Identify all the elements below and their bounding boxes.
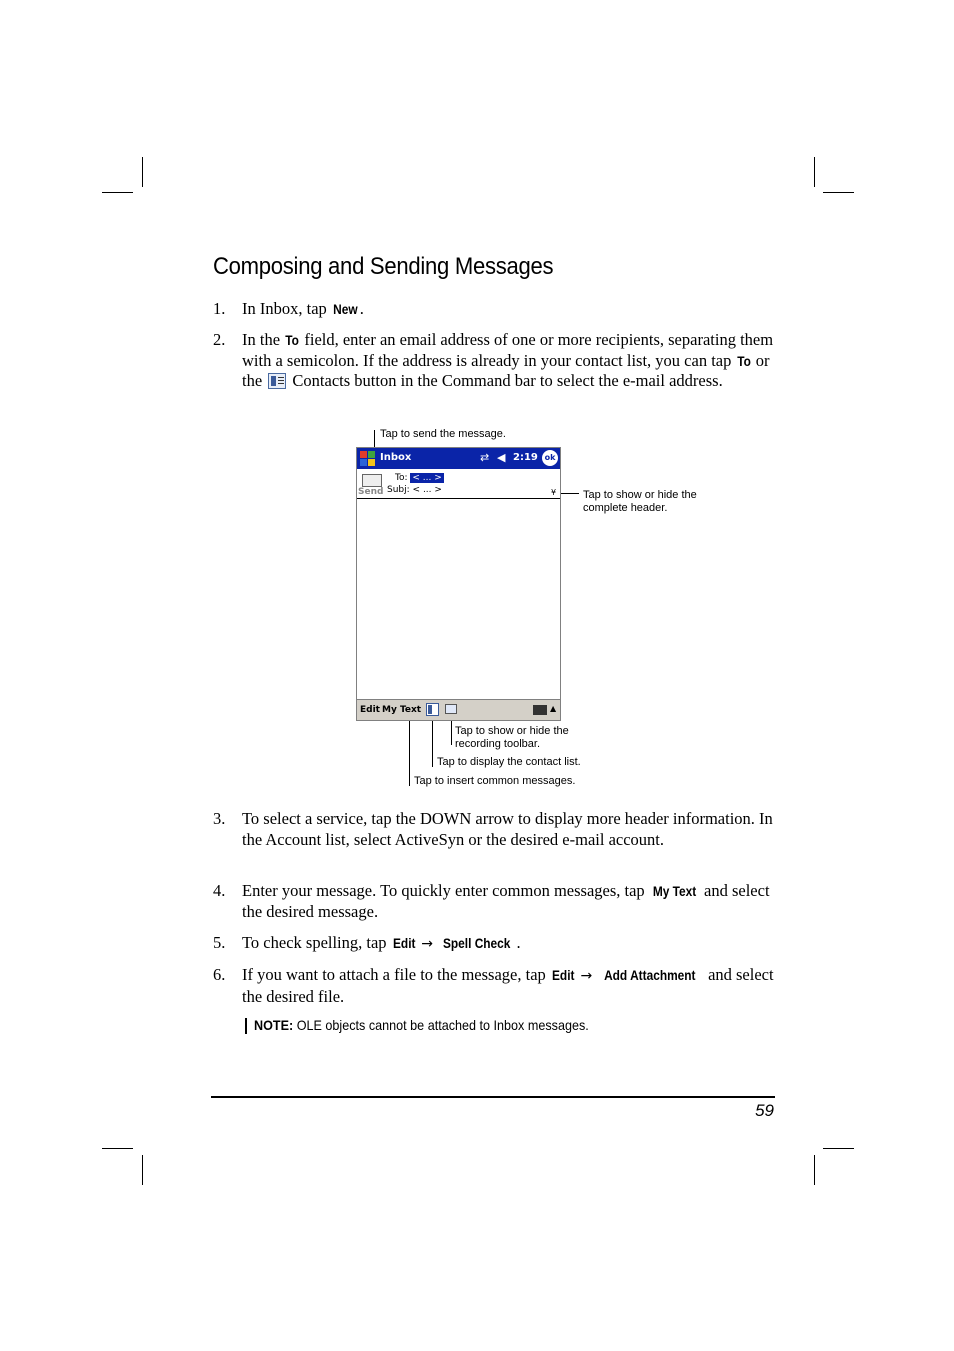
crop-mark	[102, 192, 133, 193]
subject-field[interactable]	[387, 485, 442, 495]
recording-icon[interactable]	[445, 704, 457, 714]
crop-mark	[823, 192, 854, 193]
ui-term-spell-check: Spell Check	[443, 935, 511, 951]
step-6	[213, 965, 783, 1007]
ui-term-new: New	[333, 301, 358, 317]
step-number: 1.	[213, 299, 226, 318]
send-label: Send	[358, 487, 384, 497]
step-text: and select the desired message.	[242, 881, 770, 921]
navigation-bar	[357, 448, 560, 469]
callout-mytext: Tap to insert common messages.	[414, 775, 576, 787]
note	[254, 1017, 589, 1033]
step-number: 4.	[213, 881, 226, 900]
note-bar	[245, 1018, 247, 1034]
ui-term-to: To	[736, 352, 751, 369]
send-button[interactable]	[358, 472, 386, 498]
to-value[interactable]: < ... >	[412, 473, 442, 483]
step-text: .	[516, 933, 521, 952]
clock[interactable]: 2:19	[513, 452, 538, 463]
footer-rule	[211, 1096, 775, 1098]
my-text-menu[interactable]: My Text	[382, 705, 422, 715]
subject-value[interactable]: < ... >	[412, 485, 442, 495]
ui-term-to: To	[285, 332, 300, 348]
step-number: 3.	[213, 809, 226, 828]
volume-icon[interactable]: ◀	[497, 451, 506, 464]
expand-header-icon[interactable]: ¥	[551, 488, 557, 497]
callout-text: Tap to show or hide the	[583, 489, 697, 501]
step-1	[213, 299, 783, 320]
pda-screen	[356, 447, 561, 721]
callout-contacts: Tap to display the contact list.	[437, 756, 581, 768]
crop-mark	[142, 1155, 143, 1185]
callout-line	[558, 493, 579, 494]
envelope-icon	[362, 474, 382, 487]
step-5	[213, 933, 783, 955]
step-2	[213, 330, 783, 392]
ok-button[interactable]: ok	[542, 450, 558, 466]
ui-term-edit: Edit	[551, 967, 575, 983]
subject-label: Subj:	[387, 485, 410, 495]
windows-start-icon[interactable]	[359, 450, 376, 467]
step-text: field, enter an email address of one or more recipients, separating them with a semicolon. If the address is already in your contact list, you can tap	[242, 330, 774, 370]
connectivity-icon[interactable]: ⇄	[480, 451, 490, 464]
step-text: To check spelling, tap	[242, 933, 391, 952]
ui-term-my-text: My Text	[652, 883, 697, 899]
step-text: Contacts button in the Command bar to select the e-mail address.	[288, 371, 723, 390]
right-arrow-icon: →	[580, 968, 593, 984]
note-text: OLE objects cannot be attached to Inbox messages.	[293, 1017, 589, 1033]
crop-mark	[814, 157, 815, 187]
step-text: In the	[242, 330, 285, 349]
edit-menu[interactable]: Edit	[360, 705, 380, 715]
page-number: 59	[755, 1101, 774, 1120]
callout-send: Tap to send the message.	[380, 428, 506, 440]
to-field[interactable]	[395, 473, 444, 483]
step-text: If you want to attach a file to the message, tap	[242, 965, 550, 984]
callout-text: complete header.	[583, 502, 668, 514]
crop-mark	[823, 1148, 854, 1149]
contacts-icon	[268, 373, 286, 389]
step-4	[213, 881, 783, 922]
nav-title: Inbox	[380, 452, 412, 463]
step-3	[213, 809, 783, 850]
crop-mark	[142, 157, 143, 187]
contacts-icon[interactable]	[426, 703, 439, 716]
step-text: .	[359, 299, 364, 318]
callout-line	[409, 719, 410, 786]
step-number: 2.	[213, 330, 226, 349]
crop-mark	[102, 1148, 133, 1149]
to-label: To:	[395, 473, 408, 483]
callout-recording	[455, 725, 569, 751]
step-number: 6.	[213, 965, 226, 984]
crop-mark	[814, 1155, 815, 1185]
command-bar	[357, 699, 560, 720]
step-text: In Inbox, tap	[242, 299, 331, 318]
step-text: and select the desired file.	[242, 965, 774, 1006]
step-text: Enter your message. To quickly enter common messages, tap	[242, 881, 649, 900]
keyboard-icon[interactable]	[533, 705, 547, 715]
page-title: Composing and Sending Messages	[213, 253, 554, 280]
ui-term-add-attachment: Add Attachment	[604, 967, 696, 983]
callout-line	[451, 719, 452, 745]
right-arrow-icon: →	[421, 936, 433, 952]
ui-term-edit: Edit	[392, 935, 416, 951]
step-text: To select a service, tap the DOWN arrow to display more header information. In the Account list, select ActiveSyn or the desired e-mail account.	[242, 809, 773, 849]
header-divider	[357, 498, 560, 499]
up-arrow-icon[interactable]: ▲	[550, 704, 557, 713]
callout-text: Tap to show or hide the	[455, 725, 569, 737]
step-text: or the	[242, 350, 770, 390]
callout-line	[432, 719, 433, 767]
callout-header	[583, 489, 697, 515]
note-label: NOTE:	[254, 1017, 294, 1033]
step-number: 5.	[213, 933, 226, 952]
callout-text: recording toolbar.	[455, 738, 540, 750]
